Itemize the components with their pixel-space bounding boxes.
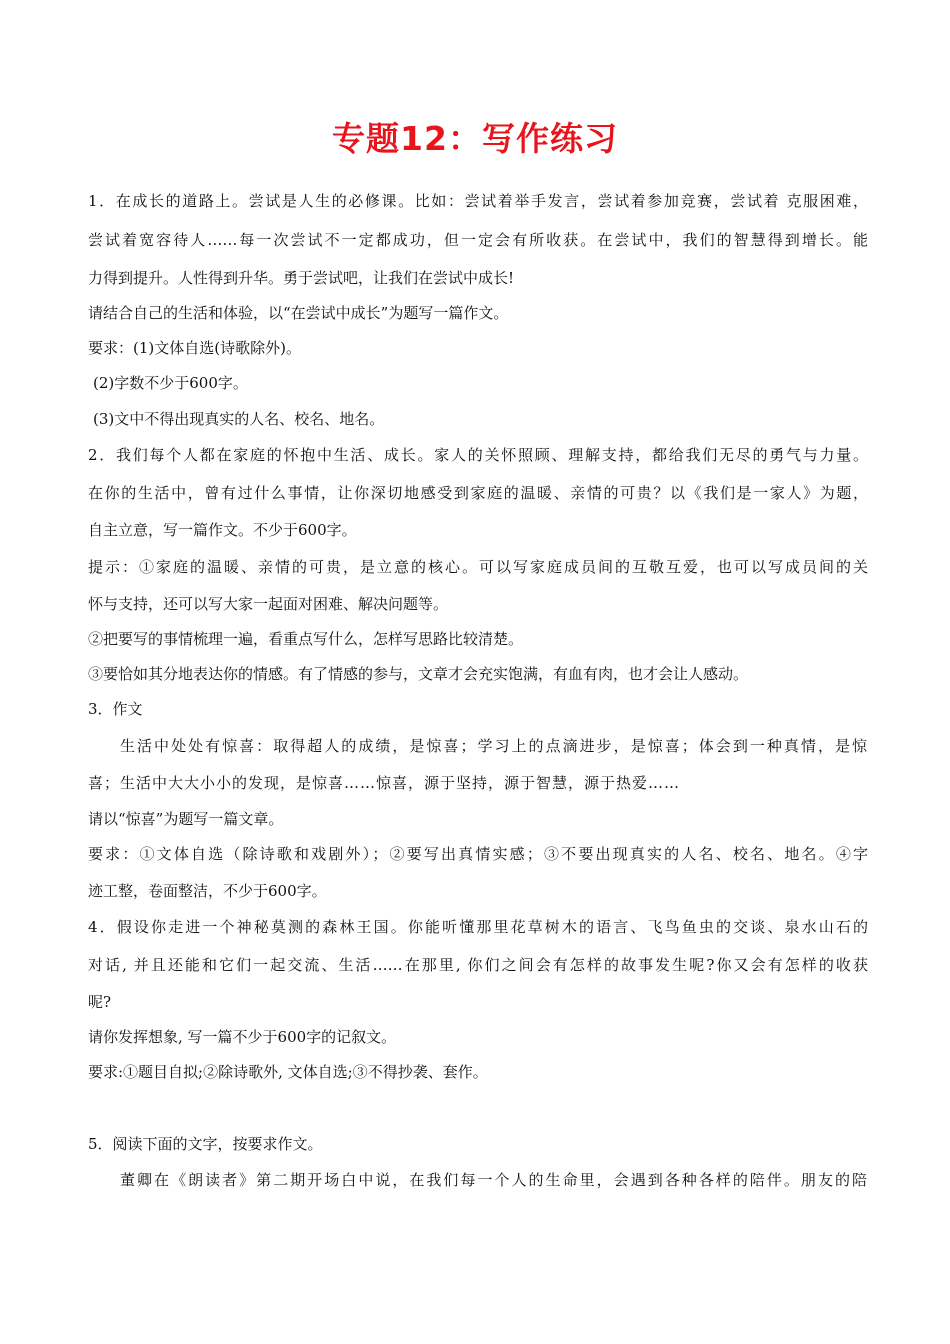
text-line: 喜；生活中大大小小的发现，是惊喜……惊喜，源于坚持，源于智慧，源于热爱…… (88, 774, 681, 792)
text-line: 3．作文 (88, 700, 143, 718)
text-line: (3)文中不得出现真实的人名、校名、地名。 (93, 410, 385, 428)
text-line: 要求：(1)文体自选(诗歌除外)。 (88, 339, 301, 357)
text-line: 自主立意，写一篇作文。不少于600字。 (88, 521, 357, 539)
text-line: 迹工整，卷面整洁，不少于600字。 (88, 882, 327, 900)
text-line: 4．假设你走进一个神秘莫测的森林王国。你能听懂那里花草树木的语言、飞鸟鱼虫的交谈、泉水山石的 (88, 918, 868, 936)
text-line: 怀与支持，还可以写大家一起面对困难、解决问题等。 (88, 595, 449, 613)
text-line: 呢? (88, 993, 112, 1011)
text-line: 2．我们每个人都在家庭的怀抱中生活、成长。家人的关怀照顾、理解支持，都给我们无尽的勇气与力量。 (88, 446, 868, 464)
text-line: 请你发挥想象, 写一篇不少于600字的记叙文。 (88, 1028, 397, 1046)
text-line: 1．在成长的道路上。尝试是人生的必修课。比如：尝试着举手发言，尝试着参加竞赛，尝试着 克服困难， (88, 192, 868, 210)
text-line: 提示：①家庭的温暖、亲情的可贵，是立意的核心。可以写家庭成员间的互敬互爱，也可以写成员间的关 (88, 558, 868, 576)
text-line: 董卿在《朗读者》第二期开场白中说，在我们每一个人的生命里，会遇到各种各样的陪伴。朋友的陪 (120, 1171, 868, 1189)
text-line: ③要恰如其分地表达你的情感。有了情感的参与，文章才会充实饱满，有血有肉，也才会让人感动。 (88, 665, 749, 683)
text-line: 要求：①文体自选（除诗歌和戏剧外）；②要写出真情实感；③不要出现真实的人名、校名、地名。④字 (88, 845, 868, 863)
text-line: 尝试着宽容待人……每一次尝试不一定都成功，但一定会有所收获。在尝试中，我们的智慧得到增长。能 (88, 231, 868, 249)
text-line: 生活中处处有惊喜：取得超人的成绩，是惊喜；学习上的点滴进步，是惊喜；体会到一种真情，是惊 (120, 737, 868, 755)
text-line: 要求:①题目自拟;②除诗歌外, 文体自选;③不得抄袭、套作。 (88, 1063, 488, 1081)
text-line: 对话, 并且还能和它们一起交流、生活……在那里, 你们之间会有怎样的故事发生呢?你又会有怎样的收获 (88, 956, 868, 974)
text-line: 请以“惊喜”为题写一篇文章。 (88, 810, 284, 828)
text-line: ②把要写的事情梳理一遍，看重点写什么，怎样写思路比较清楚。 (88, 630, 524, 648)
text-line: 在你的生活中，曾有过什么事情，让你深切地感受到家庭的温暖、亲情的可贵？以《我们是一家人》为题， (88, 484, 868, 502)
text-line: 请结合自己的生活和体验，以“在尝试中成长”为题写一篇作文。 (88, 304, 509, 322)
text-line: (2)字数不少于600字。 (93, 374, 248, 392)
text-line: 力得到提升。人性得到升华。勇于尝试吧，让我们在尝试中成长! (88, 269, 515, 287)
text-line: 5．阅读下面的文字，按要求作文。 (88, 1135, 323, 1153)
page-title: 专题12：写作练习 (332, 119, 618, 158)
